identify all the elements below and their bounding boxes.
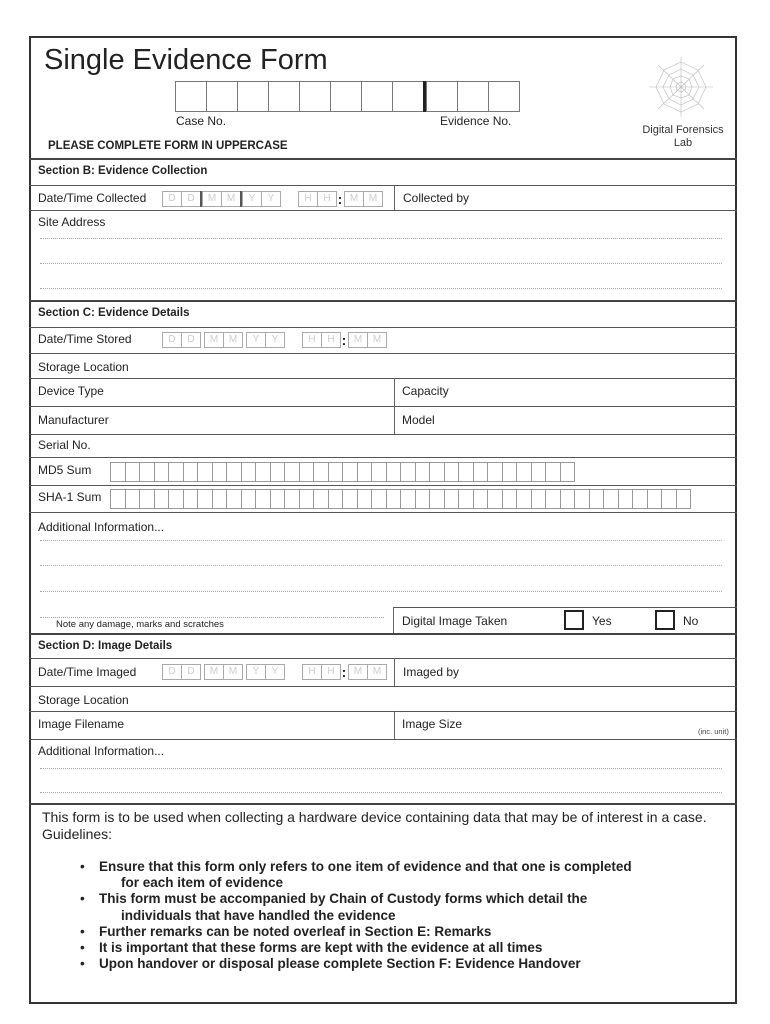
md5-char-box[interactable] (168, 462, 184, 482)
md5-char-box[interactable] (125, 462, 141, 482)
sha1-char-box[interactable] (589, 489, 605, 509)
additional-info-line[interactable] (40, 540, 722, 541)
sha1-label: SHA-1 Sum (38, 490, 102, 504)
manufacturer-label: Manufacturer (38, 413, 109, 427)
serial-no-label: Serial No. (38, 438, 91, 452)
md5-char-box[interactable] (415, 462, 431, 482)
sha1-char-box[interactable] (357, 489, 373, 509)
divider (29, 633, 737, 635)
sha1-char-box[interactable] (516, 489, 532, 509)
md5-char-box[interactable] (516, 462, 532, 482)
case-no-box[interactable] (361, 81, 393, 112)
sha1-char-box[interactable] (487, 489, 503, 509)
case-no-box[interactable] (392, 81, 424, 112)
case-no-box[interactable] (268, 81, 300, 112)
md5-char-box[interactable] (560, 462, 576, 482)
case-no-box[interactable] (299, 81, 331, 112)
sha1-char-box[interactable] (299, 489, 315, 509)
sha1-char-box[interactable] (241, 489, 257, 509)
case-evidence-number-boxes[interactable] (175, 81, 519, 112)
divider (29, 485, 737, 486)
list-item: • Further remarks can be noted overleaf in Section E: Remarks (80, 924, 730, 940)
md5-char-box[interactable] (400, 462, 416, 482)
md5-char-box[interactable] (183, 462, 199, 482)
md5-char-box[interactable] (212, 462, 228, 482)
list-item: • It is important that these forms are kept with the evidence at all times (80, 940, 730, 956)
md5-char-box[interactable] (154, 462, 170, 482)
device-type-label: Device Type (38, 384, 104, 398)
md5-char-box[interactable] (473, 462, 489, 482)
md5-char-box[interactable] (429, 462, 445, 482)
additional-info-line[interactable] (40, 565, 722, 566)
md5-char-box[interactable] (284, 462, 300, 482)
sha1-char-box[interactable] (560, 489, 576, 509)
divider (29, 711, 737, 712)
guidelines-intro: This form is to be used when collecting a hardware device containing data that may be of interest in a case. Guidelines: (42, 809, 707, 842)
sha1-char-box[interactable] (676, 489, 692, 509)
md5-char-box[interactable] (328, 462, 344, 482)
collected-by-label: Collected by (403, 191, 470, 205)
divider (29, 803, 737, 805)
sha1-char-box[interactable] (125, 489, 141, 509)
sha1-char-box[interactable] (168, 489, 184, 509)
sha1-char-box[interactable] (270, 489, 286, 509)
datetime-collected-input[interactable]: D D M M Y Y H H : M M (162, 191, 382, 207)
divider (29, 512, 737, 513)
sha1-char-box[interactable] (574, 489, 590, 509)
md5-char-box[interactable] (444, 462, 460, 482)
image-additional-info-line[interactable] (40, 792, 722, 793)
md5-input[interactable] (110, 462, 574, 482)
section-b-title: Section B: Evidence Collection (38, 165, 208, 177)
guidelines-list (80, 859, 730, 972)
sha1-char-box[interactable] (154, 489, 170, 509)
inc-unit-note: (inc. unit) (698, 727, 729, 736)
md5-char-box[interactable] (313, 462, 329, 482)
model-label: Model (402, 413, 435, 427)
sha1-char-box[interactable] (647, 489, 663, 509)
sha1-char-box[interactable] (473, 489, 489, 509)
md5-char-box[interactable] (531, 462, 547, 482)
divider (29, 158, 737, 160)
yes-checkbox[interactable] (564, 610, 584, 630)
sha1-char-box[interactable] (226, 489, 242, 509)
divider (29, 378, 737, 379)
md5-char-box[interactable] (342, 462, 358, 482)
form-title: Single Evidence Form (44, 44, 328, 76)
sha1-char-box[interactable] (400, 489, 416, 509)
sha1-char-box[interactable] (444, 489, 460, 509)
site-address-label: Site Address (38, 215, 106, 229)
divider (29, 686, 737, 687)
sha1-input[interactable] (110, 489, 690, 509)
divider (29, 185, 737, 186)
divider (29, 300, 737, 302)
md5-char-box[interactable] (357, 462, 373, 482)
sha1-char-box[interactable] (545, 489, 561, 509)
sha1-char-box[interactable] (328, 489, 344, 509)
datetime-stored-input[interactable]: D D M M Y Y H H : M M (162, 332, 386, 348)
case-no-box[interactable] (175, 81, 207, 112)
sha1-char-box[interactable] (603, 489, 619, 509)
sha1-char-box[interactable] (458, 489, 474, 509)
md5-char-box[interactable] (371, 462, 387, 482)
evidence-no-box[interactable] (488, 81, 520, 112)
spiderweb-logo-icon (648, 56, 714, 118)
sha1-char-box[interactable] (429, 489, 445, 509)
datetime-imaged-input[interactable]: D D M M Y Y H H : M M (162, 664, 386, 680)
list-item: • Ensure that this form only refers to one item of evidence and that one is completed for each item of evidence (80, 859, 730, 891)
image-size-label: Image Size (402, 717, 463, 731)
uppercase-instruction: PLEASE COMPLETE FORM IN UPPERCASE (48, 140, 288, 152)
damage-note: Note any damage, marks and scratches (56, 619, 224, 630)
divider (29, 327, 737, 328)
storage-location-label: Storage Location (38, 360, 129, 374)
no-label: No (683, 614, 699, 628)
md5-label: MD5 Sum (38, 463, 92, 477)
divider (29, 739, 737, 740)
sha1-char-box[interactable] (386, 489, 402, 509)
datetime-imaged-label: Date/Time Imaged (38, 665, 137, 679)
divider (29, 457, 737, 458)
list-item: • Upon handover or disposal please complete Section F: Evidence Handover (80, 956, 730, 972)
sha1-char-box[interactable] (618, 489, 634, 509)
sha1-char-box[interactable] (139, 489, 155, 509)
divider (29, 658, 737, 659)
md5-char-box[interactable] (502, 462, 518, 482)
md5-char-box[interactable] (299, 462, 315, 482)
md5-char-box[interactable] (226, 462, 242, 482)
site-address-line[interactable] (40, 263, 722, 264)
image-additional-info-line[interactable] (40, 768, 722, 769)
sha1-char-box[interactable] (197, 489, 213, 509)
md5-char-box[interactable] (487, 462, 503, 482)
case-no-box[interactable] (330, 81, 362, 112)
md5-char-box[interactable] (241, 462, 257, 482)
additional-info-label: Additional Information... (38, 520, 165, 534)
sha1-char-box[interactable] (110, 489, 126, 509)
section-d-title: Section D: Image Details (38, 640, 173, 652)
md5-char-box[interactable] (386, 462, 402, 482)
image-additional-info-label: Additional Information... (38, 744, 165, 758)
sha1-char-box[interactable] (183, 489, 199, 509)
sha1-char-box[interactable] (531, 489, 547, 509)
site-address-line[interactable] (40, 238, 722, 239)
md5-char-box[interactable] (270, 462, 286, 482)
site-address-line[interactable] (40, 288, 722, 289)
additional-info-line[interactable] (40, 617, 384, 618)
md5-char-box[interactable] (255, 462, 271, 482)
case-no-label: Case No. (176, 114, 227, 128)
case-no-box[interactable] (237, 81, 269, 112)
sha1-char-box[interactable] (212, 489, 228, 509)
md5-char-box[interactable] (110, 462, 126, 482)
md5-char-box[interactable] (458, 462, 474, 482)
sha1-char-box[interactable] (502, 489, 518, 509)
sha1-char-box[interactable] (313, 489, 329, 509)
image-filename-label: Image Filename (38, 717, 125, 731)
additional-info-line[interactable] (40, 591, 722, 592)
divider (29, 406, 737, 407)
md5-char-box[interactable] (139, 462, 155, 482)
sha1-char-box[interactable] (415, 489, 431, 509)
sha1-char-box[interactable] (661, 489, 677, 509)
sha1-char-box[interactable] (342, 489, 358, 509)
evidence-no-box[interactable] (457, 81, 489, 112)
md5-char-box[interactable] (545, 462, 561, 482)
imaged-by-label: Imaged by (403, 665, 460, 679)
md5-char-box[interactable] (197, 462, 213, 482)
divider (29, 210, 737, 211)
sha1-char-box[interactable] (284, 489, 300, 509)
sha1-char-box[interactable] (632, 489, 648, 509)
section-c-title: Section C: Evidence Details (38, 307, 190, 319)
capacity-label: Capacity (402, 384, 449, 398)
evidence-no-label: Evidence No. (440, 114, 512, 128)
sha1-char-box[interactable] (371, 489, 387, 509)
no-checkbox[interactable] (655, 610, 675, 630)
yes-label: Yes (592, 614, 612, 628)
image-storage-location-label: Storage Location (38, 693, 129, 707)
case-no-box[interactable] (206, 81, 238, 112)
divider (29, 353, 737, 354)
divider (29, 434, 737, 435)
sha1-char-box[interactable] (255, 489, 271, 509)
list-item: • This form must be accompanied by Chain of Custody forms which detail the individuals that have handled the evidence (80, 891, 730, 923)
datetime-stored-label: Date/Time Stored (38, 332, 132, 346)
datetime-collected-label: Date/Time Collected (38, 191, 147, 205)
digital-image-taken-label: Digital Image Taken (402, 614, 508, 628)
evidence-no-box[interactable] (426, 81, 458, 112)
lab-name: Digital Forensics Lab (642, 124, 724, 149)
